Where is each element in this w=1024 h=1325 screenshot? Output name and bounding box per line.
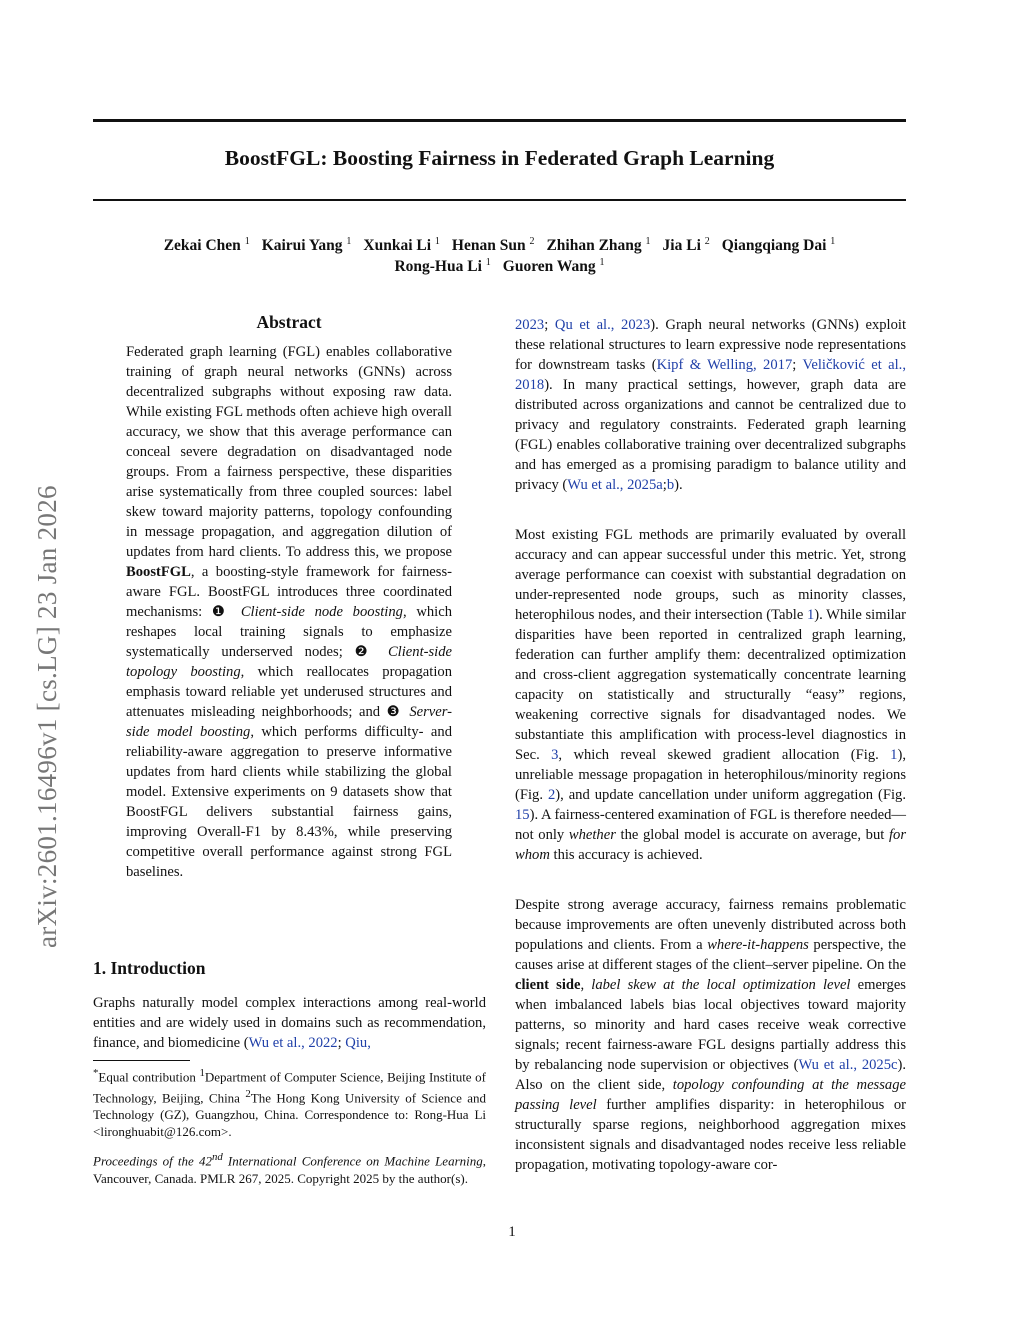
proceedings-sup: nd xyxy=(211,1151,223,1163)
paper-title: BoostFGL: Boosting Fairness in Federated Graph Learning xyxy=(224,146,775,170)
footnote-mark: * xyxy=(93,1067,99,1079)
intro-text: further amplifies disparity: in heterophilous or structurally sparse regions, neighborhood aggregation mixes inconsistent signals and disadvantaged nodes receive less reliable propagation, motivating topology-aware cor- xyxy=(515,1097,906,1173)
citation-link[interactable]: Qiu, xyxy=(345,1035,371,1051)
intro-text: ). While similar disparities have been reported in centralized graph learning, federation can further amplify them: decentralized optimization and cross-client aggregation systematically concentrate learning capacity on statistically and structurally “easy” regions, weakening corrective signals for disadvantaged nodes. We substantiate this amplification with process-level diagnostics in Sec. xyxy=(515,607,907,763)
authors-line-1 xyxy=(93,236,906,255)
abstract-part: , which reallocates propagation emphasis toward reliable yet underused structures and attenuates misleading neighborhoods; and ❸ xyxy=(126,664,452,720)
author-name xyxy=(546,237,650,254)
affiliation-mark: 2 xyxy=(704,236,710,247)
author-name-text: Henan Sun xyxy=(451,237,526,255)
page-number: 1 xyxy=(508,1224,516,1240)
section-ref-link[interactable]: 3 xyxy=(551,747,559,763)
bold-term: client side xyxy=(515,977,581,993)
intro-paragraph-left xyxy=(93,993,486,1053)
abstract-heading: Abstract xyxy=(256,312,322,332)
author-name-text: Qiangqiang Dai xyxy=(721,237,827,255)
abstract-part: , a boosting-style framework for fairness-aware FGL. BoostFGL introduces three coordinated mechanisms: ❶ xyxy=(126,564,452,620)
mechanism-3: Server-side model boosting xyxy=(126,704,452,740)
figure-ref-link[interactable]: 2 xyxy=(547,787,556,803)
introduction-heading: 1. Introduction xyxy=(93,958,206,978)
intro-text: Despite strong average accuracy, fairness remains problematic because improvements are often unevenly distributed across both populations and clients. From a xyxy=(515,897,906,953)
author-name-text: Guoren Wang xyxy=(502,258,596,276)
intro-text: ). A fairness-centered examination of FGL is therefore needed—not only xyxy=(515,807,906,843)
intro-text: emerges when imbalanced labels bias local objectives toward majority patterns, so minority and hard cases receive weak corrective signals; recent fairness-aware FGL designs partially address this by rebalancing node supervision or objectives ( xyxy=(515,977,906,1073)
author-name xyxy=(722,237,836,254)
authors-line-2 xyxy=(93,257,906,276)
intro-text: Graphs naturally model complex interactions among real-world entities and are widely used in domains such as recommendation, finance, and biomedicine ( xyxy=(93,995,486,1051)
author-name-text: Rong-Hua Li xyxy=(394,258,482,276)
citation-link[interactable]: Wu et al., 2022 xyxy=(248,1035,338,1051)
abstract-part: , which performs difficulty- and reliability-aware aggregation to preserve informative updates from hard clients while stabilizing the global model. Extensive experiments on 9 datasets show that BoostFGL delivers substantial fairness gains, improving Overall-F1 by 8.43%, while preserving competitive overall performance against strong FGL baselines. xyxy=(126,724,452,880)
emphasis: whether xyxy=(568,827,616,843)
citation-link[interactable]: b xyxy=(666,477,675,493)
intro-text: Most existing FGL methods are primarily evaluated by overall accuracy and can appear successful under this metric. Yet, strong average performance can coexist with substantial degradation on under-represented node groups, such as minority classes, heterophilous nodes, and their intersection (Table xyxy=(515,527,906,623)
proceedings-note xyxy=(93,1149,486,1187)
affiliation-mark: 1 xyxy=(434,236,440,247)
citation-link[interactable]: Wu et al., 2025a xyxy=(567,477,663,493)
citation-separator: ; xyxy=(662,477,667,493)
intro-text: , which reveal skewed gradient allocation (Fig. xyxy=(558,747,891,763)
citation-link[interactable]: Qu et al., 2023 xyxy=(554,317,651,333)
author-name xyxy=(503,258,605,275)
affiliation-mark: 1 xyxy=(346,236,352,247)
author-name-text: Kairui Yang xyxy=(261,237,343,255)
emphasis: label skew at the local optimization level xyxy=(591,977,851,993)
emphasis: topology confounding at the message passing level xyxy=(515,1077,906,1113)
affiliations-footnote xyxy=(93,1065,486,1140)
mechanism-2: Client-side topology boosting xyxy=(126,644,452,680)
intro-paragraph-right-2 xyxy=(515,525,906,865)
intro-paragraph-right-3 xyxy=(515,895,906,1175)
citation-link[interactable]: Kipf & Welling, 2017 xyxy=(656,357,793,373)
emphasis: for whom xyxy=(515,827,906,863)
footnote-mark: 2 xyxy=(245,1087,251,1100)
intro-text: this accuracy is achieved. xyxy=(549,847,703,863)
abstract-text xyxy=(126,342,452,882)
author-name xyxy=(452,237,535,254)
affiliation-mark: 1 xyxy=(485,257,491,268)
footnote-mark: 1 xyxy=(199,1067,205,1079)
abstract-part: , which reshapes local training signals to emphasize systematically underserved nodes; ❷ xyxy=(126,604,452,660)
intro-text: ), and update cancellation under uniform aggregation (Fig. xyxy=(555,787,907,803)
author-name-text: Jia Li xyxy=(662,237,701,255)
intro-text: the global model is accurate on average, but xyxy=(615,827,889,843)
intro-text: ). In many practical settings, however, graph data are distributed across organizations and cannot be centralized due to privacy and regulatory constraints. Federated graph learning (FGL) enables collaborative training over decentralized subgraphs and has emerged as a promising paradigm to balance utility and privacy ( xyxy=(515,377,906,493)
intro-text: ). Graph neural networks (GNNs) exploit these relational structures to learn expressive node representations for downstream tasks ( xyxy=(515,317,907,373)
author-name-text: Zekai Chen xyxy=(163,237,241,255)
citation-separator: ; xyxy=(792,357,803,373)
affiliation-mark: 1 xyxy=(599,257,605,268)
affiliation-mark: 2 xyxy=(529,236,535,247)
proceedings-text: Proceedings of the 42 xyxy=(93,1153,212,1169)
affiliation-mark: 1 xyxy=(645,236,651,247)
intro-text: ). xyxy=(674,477,683,493)
emphasis: where-it-happens xyxy=(707,937,809,953)
table-ref-link[interactable]: 1 xyxy=(806,607,815,623)
proceedings-text: International Conference on Machine Learning xyxy=(222,1153,483,1169)
author-name-text: Xunkai Li xyxy=(363,237,432,255)
citation-link[interactable]: Wu et al., 2025c xyxy=(798,1057,898,1073)
author-name-text: Zhihan Zhang xyxy=(546,237,642,255)
figure-ref-link[interactable]: 1 xyxy=(890,747,898,763)
arxiv-identifier: arXiv:2601.16496v1 [cs.LG] 23 Jan 2026 xyxy=(32,485,62,948)
footnote-rule xyxy=(93,1060,190,1061)
mechanism-1: Client-side node boosting xyxy=(240,604,403,620)
citation-separator: ; xyxy=(544,317,555,333)
footnote-text: Equal contribution xyxy=(98,1069,200,1085)
author-name xyxy=(262,237,352,254)
author-name xyxy=(394,258,490,275)
intro-text: , xyxy=(580,977,592,993)
affiliation-mark: 1 xyxy=(244,236,250,247)
affiliation-mark: 1 xyxy=(830,236,836,247)
author-name xyxy=(164,237,250,254)
figure-ref-link[interactable]: 15 xyxy=(515,807,530,823)
intro-text: ). Also on the client side, xyxy=(515,1057,906,1093)
citation-link[interactable]: Veličković et al., 2018 xyxy=(515,357,906,393)
intro-text: ), unreliable message propagation in heterophilous/minority regions (Fig. xyxy=(515,747,906,803)
citation-link[interactable]: 2023 xyxy=(515,317,545,333)
title-top-rule xyxy=(93,119,906,122)
intro-paragraph-right-1 xyxy=(515,315,906,495)
author-name xyxy=(663,237,710,254)
footnote-text: The Hong Kong University of Science and Technology (GZ), Guangzhou, China. Correspondence to: Rong-Hua Li <lironghuabit@126.com>. xyxy=(93,1089,486,1140)
title-bottom-rule xyxy=(93,199,906,201)
footnote-text: Department of Computer Science, Beijing Institute of Technology, Beijing, China xyxy=(93,1069,486,1105)
proceedings-text: , Vancouver, Canada. PMLR 267, 2025. Copyright 2025 by the author(s). xyxy=(93,1153,486,1186)
abstract-part: Federated graph learning (FGL) enables collaborative training of graph neural networks (GNNs) across decentralized subgraphs without exposing raw data. While existing FGL methods often achieve high overall accuracy, we show that this average performance can conceal severe degradation on disadvantaged node groups. From a fairness perspective, these disparities arise systematically from three coupled sources: label skew toward majority patterns, topology confounding in message propagation, and aggregation dilution of updates from hard clients. To address this, we propose xyxy=(126,344,452,560)
intro-text: perspective, the causes arise at different stages of the client–server pipeline. On the xyxy=(515,937,906,973)
citation-separator: ; xyxy=(337,1035,346,1051)
method-name: BoostFGL xyxy=(126,564,191,580)
author-name xyxy=(363,237,440,254)
